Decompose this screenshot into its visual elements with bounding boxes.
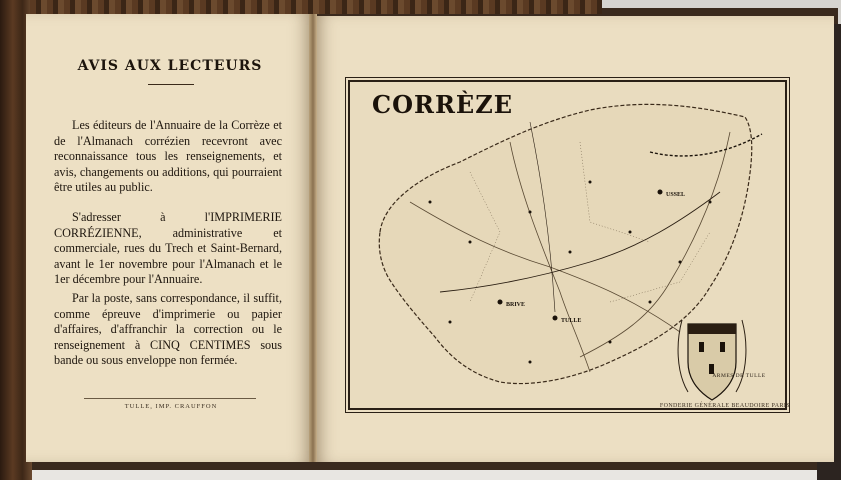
arms-caption: ARMES DE TULLE [712, 373, 766, 379]
foundry-credit: FONDERIE GÉNÉRALE BEAUDOIRE PARIS [659, 403, 790, 409]
paragraph-text: S'adresser à l'IMPRIMERIE CORRÉZIENNE, administrative et commerciale, rues du Trech et Saint-Bernard, avant le 1er novembre pour l'Almanach et le 1er décembre pour l'Annuaire. [54, 210, 282, 287]
paragraph-text: Les éditeurs de l'Annuaire de la Corrèze et de l'Almanach corrézien recevront avec reconnaissance tous les renseignements, et avis, changements ou additions, qui pourraient être utiles au public. [54, 118, 282, 195]
notice-paragraph-3 [54, 291, 282, 369]
notice-paragraph-2 [54, 210, 282, 288]
notice-title: AVIS AUX LECTEURS [77, 58, 263, 74]
printer-imprint: TULLE, IMP. CRAUFFON [124, 403, 218, 410]
book-gutter [309, 14, 317, 462]
notice-paragraph-1 [54, 118, 282, 196]
marbled-cover-top [30, 0, 602, 14]
tulle-coat-of-arms [678, 320, 746, 400]
paragraph-text: Par la poste, sans correspondance, il suffit, comme épreuve d'imprimerie ou papier d'affaires, d'affranchir la correction ou le renseignement à CINQ CENTIMES sous bande ou sous enveloppe non fermée. [54, 291, 282, 368]
map-title: CORRÈZE [372, 90, 514, 119]
map-label-tulle: TULLE [561, 318, 582, 324]
title-rule [148, 84, 194, 85]
map-label-brive: BRIVE [506, 302, 526, 308]
map-label-ussel: USSEL [666, 192, 686, 198]
printer-rule [84, 398, 256, 399]
department-map [350, 82, 781, 404]
